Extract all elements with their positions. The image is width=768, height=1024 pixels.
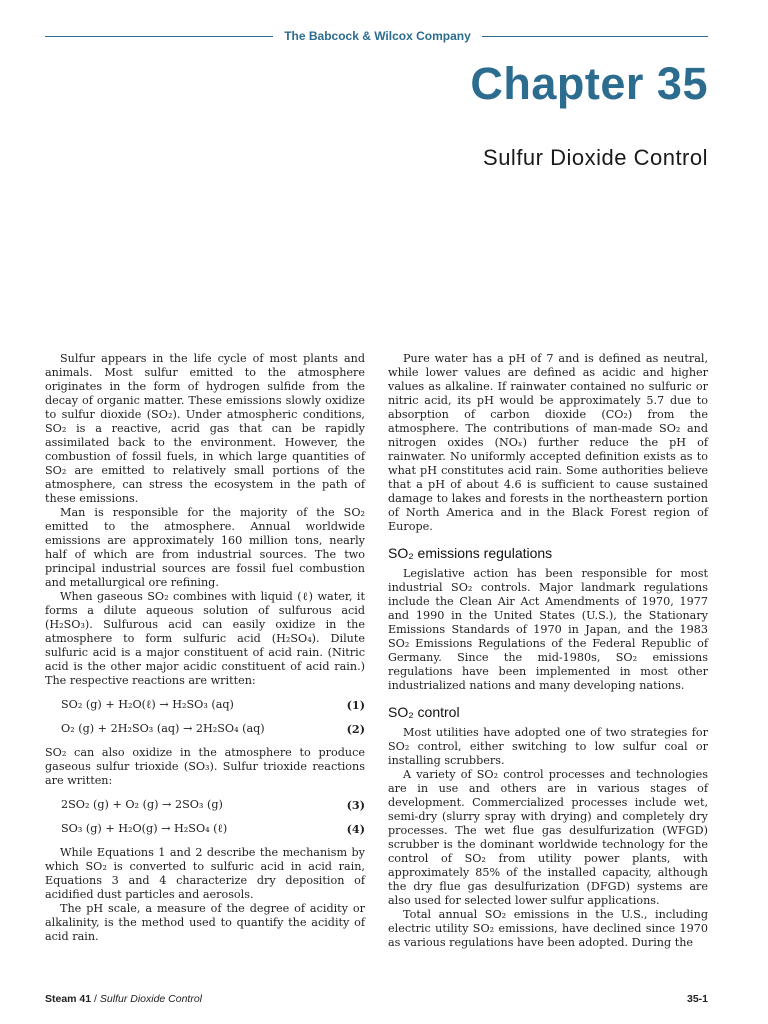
book-name: Steam 41 [45, 993, 92, 1005]
equation-number: (4) [346, 822, 365, 836]
paragraph: Legislative action has been responsible for most industrial SO₂ controls. Major landmark regulations include the Clean Air Act Amendments of 1970, 1977 and 1990 in the United States (U.S.), the Stationary Emissions Standards of 1970 in Japan, and the 1983 SO₂ Emissions Regulations of the Federal Republic of Germany. Since the mid-1980s, SO₂ emissions regulations have been implemented in most other industrialized nations and many developing nations. [388, 567, 708, 692]
paragraph: Total annual SO₂ emissions in the U.S., including electric utility SO₂ emissions, have declined since 1970 as various regulations have been adopted. During the [388, 908, 708, 949]
page-number: 35-1 [686, 993, 708, 1005]
equation-number: (1) [346, 698, 365, 712]
paragraph: SO₂ can also oxidize in the atmosphere to produce gaseous sulfur trioxide (SO₃). Sulfur trioxide reactions are written: [45, 746, 365, 787]
footer-book-title [45, 993, 202, 1005]
paragraph: Sulfur appears in the life cycle of most plants and animals. Most sulfur emitted to the atmosphere originates in the form of hydrogen sulfide from the decay of organic matter. These emissions slowly oxidize to sulfur dioxide (SO₂). Under atmospheric conditions, SO₂ is a reactive, acrid gas that can be rapidly assimilated back to the environment. However, the combustion of fossil fuels, in which large quantities of SO₂ are emitted to relatively small portions of the atmosphere, can stress the ecosystem in the path of these emissions. [45, 352, 365, 505]
chapter-number: Chapter 35 [470, 58, 708, 109]
chapter-title: Sulfur Dioxide Control [483, 145, 708, 170]
right-column [388, 352, 708, 950]
paragraph: Pure water has a pH of 7 and is defined as neutral, while lower values are defined as acidic and higher values as alkaline. If rainwater contained no sulfuric or nitric acid, its pH would be approximately 5.7 due to absorption of carbon dioxide (CO₂) from the atmosphere. The contributions of man-made SO₂ and nitrogen oxides (NOₓ) further reduce the pH of rainwater. No uniformly accepted definition exists as to what pH constitutes acid rain. Some authorities believe that a pH of about 4.6 is sufficient to cause sustained damage to lakes and forests in the northeastern portion of North America and in the Black Forest region of Europe. [388, 352, 708, 533]
section-heading: SO₂ emissions regulations [388, 545, 553, 561]
paragraph: Most utilities have adopted one of two strategies for SO₂ control, either switching to low sulfur coal or installing scrubbers. [388, 726, 708, 767]
equation-text: 2SO₂ (g) + O₂ (g) → 2SO₃ (g) [61, 798, 223, 811]
equation-number: (3) [346, 798, 365, 812]
equation-text: O₂ (g) + 2H₂SO₃ (aq) → 2H₂SO₄ (aq) [61, 722, 265, 735]
paragraph: A variety of SO₂ control processes and technologies are in use and others are in various stages of development. Commercialized processes include wet, semi-dry (slurry spray with drying) and completely dry processes. The wet flue gas desulfurization (WFGD) scrubber is the dominant worldwide technology for the control of SO₂ from utility power plants, with approximately 85% of the installed capacity, although the dry flue gas desulfurization (DFGD) systems are also used for selected lower sulfur applications. [388, 768, 708, 907]
equation-2 [45, 722, 365, 736]
paragraph: The pH scale, a measure of the degree of acidity or alkalinity, is the method used to quantify the acidity of acid rain. [45, 902, 365, 943]
footer-separator: / [91, 993, 100, 1005]
equation-number: (2) [346, 722, 365, 736]
equation-3 [45, 798, 365, 812]
header-rule-right [482, 36, 708, 37]
paragraph: When gaseous SO₂ combines with liquid (ℓ) water, it forms a dilute aqueous solution of sulfurous acid (H₂SO₃). Sulfurous acid can easily oxidize in the atmosphere to form sulfuric acid (H₂SO₄). Dilute sulfuric acid is a major constituent of acid rain. (Nitric acid is the other major acidic constituent of acid rain.) The respective reactions are written: [45, 590, 365, 687]
equation-text: SO₂ (g) + H₂O(ℓ) → H₂SO₃ (aq) [61, 698, 234, 711]
equation-text: SO₃ (g) + H₂O(g) → H₂SO₄ (ℓ) [61, 822, 228, 835]
company-name: The Babcock & Wilcox Company [284, 29, 471, 43]
paragraph: Man is responsible for the majority of the SO₂ emitted to the atmosphere. Annual worldwide emissions are approximately 160 million tons, nearly half of which are from industrial sources. The two principal industrial sources are fossil fuel combustion and metallurgical ore refining. [45, 506, 365, 589]
equation-4 [45, 822, 365, 836]
equation-1 [45, 698, 365, 712]
footer-chapter-title: Sulfur Dioxide Control [99, 993, 203, 1005]
left-column [45, 352, 365, 944]
header-rule-left [45, 36, 273, 37]
paragraph: While Equations 1 and 2 describe the mechanism by which SO₂ is converted to sulfuric acid in acid rain, Equations 3 and 4 characterize dry deposition of acidified dust particles and aerosols. [45, 846, 365, 901]
section-heading: SO₂ control [388, 704, 460, 720]
